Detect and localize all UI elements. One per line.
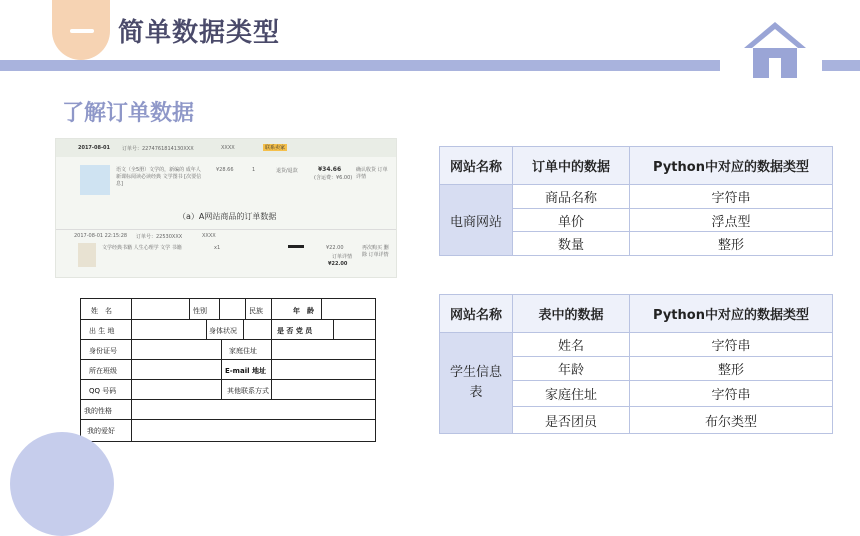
order1-date: 2017-08-01 <box>78 145 110 151</box>
table-cell: 是否团员 <box>513 407 630 434</box>
order2-bar <box>288 245 304 248</box>
order1-desc: 语文（全5册）文学的，新编的 成年人 新课标阅读必读经典 文学图书 [次要信息] <box>116 167 202 187</box>
order-screenshot <box>55 138 397 278</box>
order2-price: ¥22.00 <box>328 261 348 267</box>
product-image-2 <box>78 243 96 267</box>
order2-number: 订单号：22530XXX <box>136 234 183 240</box>
header-divider-right <box>822 60 860 71</box>
table-cell: 字符串 <box>630 333 833 357</box>
table1-header-data: 订单中的数据 <box>513 147 630 185</box>
section-number <box>70 29 94 33</box>
form-label-school: 所在班级 <box>89 367 117 375</box>
student-data-table <box>439 294 833 434</box>
order2-pay: 订单详情 <box>332 254 353 260</box>
form-label-qq: QQ 号码 <box>89 387 117 395</box>
table-cell: 商品名称 <box>513 185 630 209</box>
page-title: 简单数据类型 <box>118 18 281 48</box>
order2-date: 2017-08-01 22:15:28 <box>74 233 128 239</box>
order1-shipping: (含运费：¥6.00) <box>314 175 353 181</box>
form-label-hobby: 我的爱好 <box>87 427 115 435</box>
order1-number: 订单号：2274761814130XXX <box>122 146 194 152</box>
form-label-birthplace: 出 生 地 <box>89 327 115 335</box>
table-cell: 姓名 <box>513 333 630 357</box>
table1-group: 电商网站 <box>440 185 513 256</box>
decorative-circle <box>10 432 114 536</box>
form-label-id: 身份证号 <box>89 347 117 355</box>
form-label-email: E-mail 地址 <box>225 367 266 375</box>
table-cell: 整形 <box>630 232 833 256</box>
form-label-address: 家庭住址 <box>229 347 257 355</box>
table-cell: 数量 <box>513 232 630 256</box>
order1-actions: 确认收货 订单详情 <box>356 167 388 180</box>
order1-shop: XXXX <box>221 145 235 151</box>
student-info-form <box>80 298 376 442</box>
home-icon[interactable] <box>740 18 810 80</box>
order1-price: ¥28.66 <box>216 167 234 173</box>
table2-group: 学生信息表 <box>440 333 513 434</box>
table2-header-data: 表中的数据 <box>513 295 630 333</box>
section-subtitle: 了解订单数据 <box>62 101 195 126</box>
order1-qty: 1 <box>252 167 256 173</box>
table-cell: 字符串 <box>630 185 833 209</box>
form-label-age: 年 龄 <box>293 307 314 315</box>
table-cell: 整形 <box>630 357 833 381</box>
table2-header-site: 网站名称 <box>440 295 513 333</box>
form-label-health: 身体状况 <box>209 327 237 335</box>
table-cell: 年龄 <box>513 357 630 381</box>
product-image <box>80 165 110 195</box>
form-label-gender: 性别 <box>193 307 207 315</box>
table1-header-site: 网站名称 <box>440 147 513 185</box>
table-cell: 家庭住址 <box>513 381 630 407</box>
order1-total: ¥34.66 <box>318 166 342 173</box>
table1-header-type: Python中对应的数据类型 <box>630 147 833 185</box>
order1-service: 退货/退款 <box>276 168 298 174</box>
order2-desc: 文学经典书籍 人生心理学 文学 书籍 <box>102 245 182 251</box>
form-label-name: 姓 名 <box>91 307 112 315</box>
table-cell: 单价 <box>513 209 630 232</box>
order-caption: （a）A网站商品的订单数据 <box>178 212 277 221</box>
table-cell: 布尔类型 <box>630 407 833 434</box>
header-divider <box>0 60 720 71</box>
order2-actions: 再次购买 删除 订单详情 <box>362 245 389 258</box>
order2-price-old: ¥22.00 <box>326 245 344 251</box>
form-label-other-contact: 其他联系方式 <box>227 387 269 395</box>
table2-header-type: Python中对应的数据类型 <box>630 295 833 333</box>
ecommerce-data-table <box>439 146 833 256</box>
order2-shop: XXXX <box>202 233 216 239</box>
form-label-party: 是 否 党 员 <box>277 327 313 335</box>
form-label-personality: 我的性格 <box>84 407 112 415</box>
table-cell: 浮点型 <box>630 209 833 232</box>
form-label-nation: 民族 <box>249 307 263 315</box>
table-cell: 字符串 <box>630 381 833 407</box>
order2-qty: x1 <box>214 245 221 251</box>
order1-tag: 联系卖家 <box>265 145 286 151</box>
